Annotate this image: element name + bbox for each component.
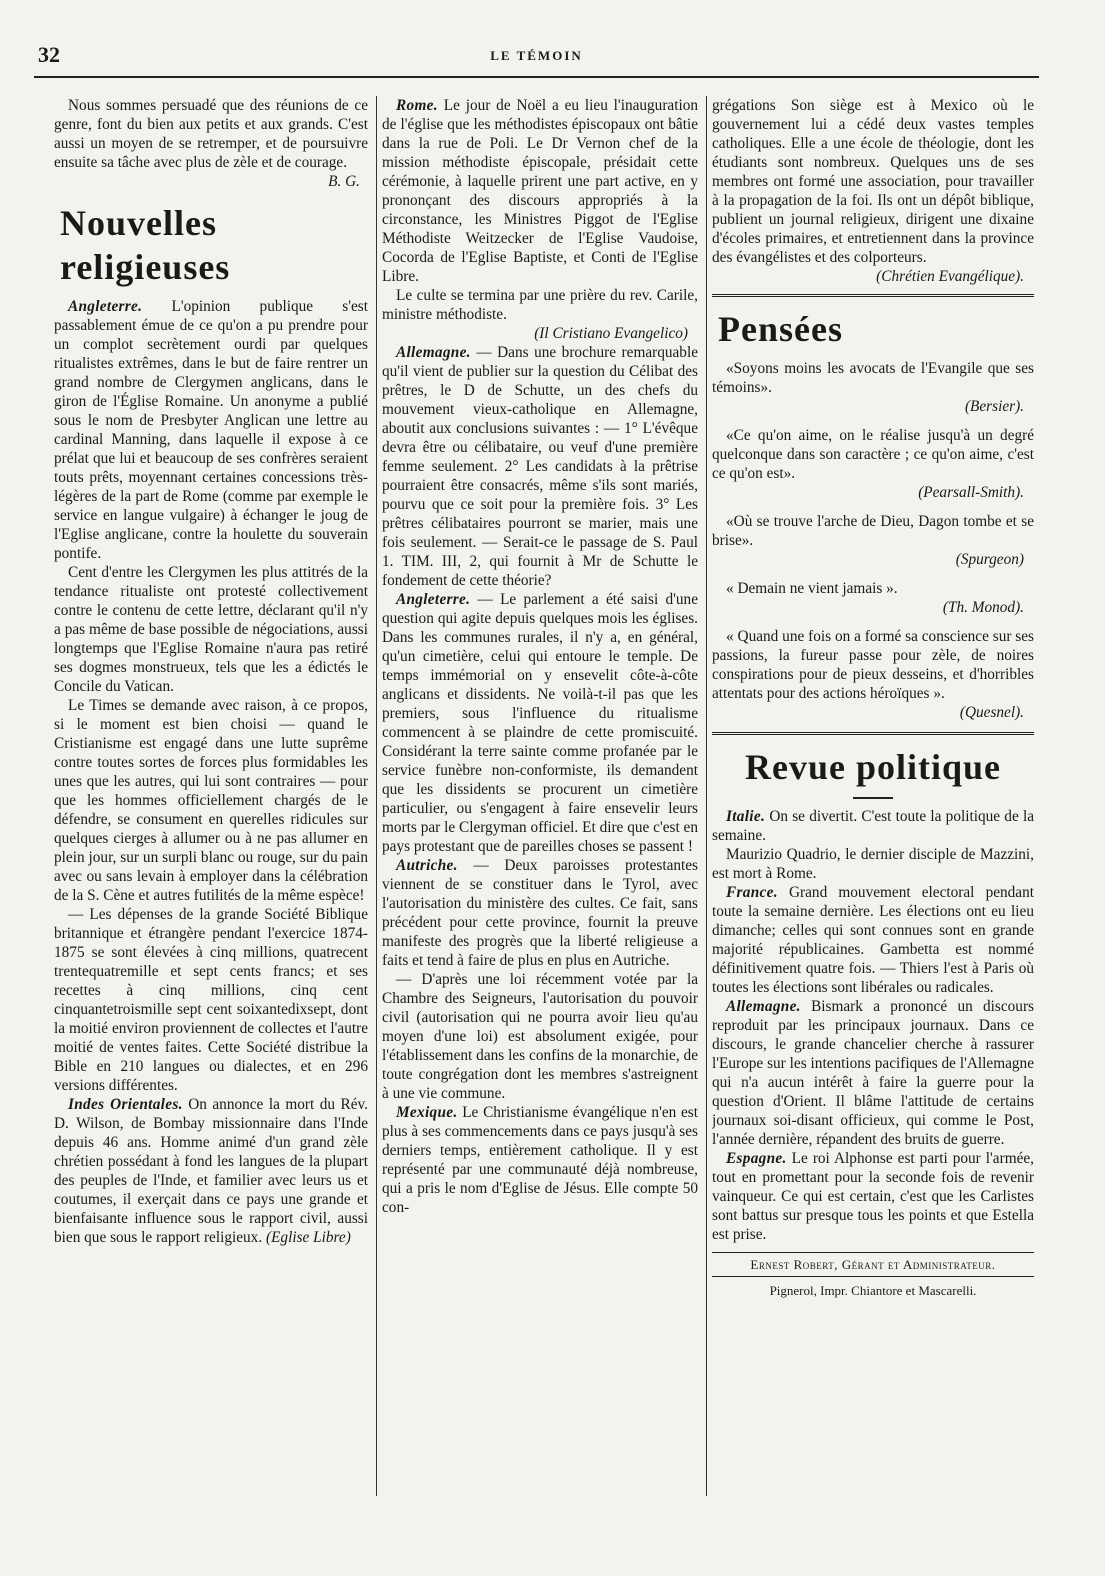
keyword-autriche: Autriche.	[396, 857, 458, 874]
source-citation: (Chrétien Evangélique).	[876, 268, 1024, 285]
heading-rule	[853, 797, 893, 799]
article-angleterre-2	[382, 590, 698, 856]
keyword-mexique: Mexique.	[396, 1104, 458, 1121]
thought-author: (Spurgeon)	[955, 551, 1024, 568]
article-paragraph: Maurizio Quadrio, le dernier disciple de Mazzini, est mort à Rome.	[712, 846, 1034, 882]
keyword-france: France.	[726, 884, 778, 901]
article-text: — Le parlement a été saisi d'une question qui agite depuis quelques mois les églises. Dans les communes rurales, il n'y a, en général, qu'un cimetière, celui qui entoure le temple. De temps immémorial on y ensevelit côte-à-côte anglicans et dissidents. Ne voilà-t-il pas que les premiers, sous l'influence du ritualisme commencent à se plaindre de cette promiscuité. Considérant la terre sainte comme profanée par le service funèbre non-conformiste, ils demandent que les dissidents se procurent un cimetière particulier, ou s'engagent à faire ensevelir leurs morts par le Clergyman officiel. Et dire que c'est en pays protestant que de pareilles choses se passent !	[382, 591, 698, 855]
article-indes	[54, 1095, 368, 1247]
article-text: Bismark a prononcé un discours reproduit par les principaux journaux. Dans ce discours, le grande chancelier cherche à rassurer l'Europe sur les intentions pacifiques de l'Allemagne qui n'a aucun intérêt à faire la guerre pour la question d'Orient. Il blâme l'attitude de certains journaux soi-disant officieux, qui comme le Post, l'année dernière, répandent des bruits de guerre.	[712, 998, 1034, 1148]
article-continuation: grégations Son siège est à Mexico où le gouvernement lui a cédé deux vastes temples catholiques. Elle a une école de théologie, dont les étudiants sont nombreux. Quelques uns de ses membres ont formé une association, pour travailler à la propagation de la foi. Ils ont un dépôt biblique, publient un journal religieux, dirigent une dixaine d'écoles primaires, et entretiennent dans la province des évangélistes et des colporteurs.	[712, 97, 1034, 266]
thought-author: (Quesnel).	[959, 704, 1024, 721]
thought-item	[712, 359, 1034, 416]
article-italie	[712, 807, 1034, 845]
article-angleterre	[54, 297, 368, 563]
printer-line: Pignerol, Impr. Chiantore et Mascarelli.	[769, 1283, 977, 1298]
column-1	[54, 96, 368, 1536]
thoughts-list	[712, 359, 1034, 722]
column-divider	[706, 96, 707, 1496]
article-text: Le jour de Noël a eu lieu l'inauguration de l'église que les méthodistes épiscopaux ont bâtie dans la rue de Poli. Le Dr Vernon chef de la mission méthodiste épiscopale, présidait cette cérémonie, à laquelle prirent une part active, en y prononçant des discours appropriés à la circonstance, les Ministres Piggot de l'Eglise Méthodiste Weitzecker de l'Eglise Vaudoise, Cocorda de l'Eglise Baptiste, et Conti de l'Eglise Libre.	[382, 97, 698, 285]
column-divider	[376, 96, 377, 1496]
publisher-footer: Ernest Robert, Gérant et Administrateur.	[712, 1252, 1034, 1277]
article-text: Le roi Alphonse est parti pour l'armée, tout en promettant pour la seconde fois de revenir vainqueur. Ce qui est certain, c'est que les Carlistes sont battus sur presque tous les points et que Estella est prise.	[712, 1150, 1034, 1243]
thought-text: «Soyons moins les avocats de l'Evangile que ses témoins».	[712, 360, 1034, 396]
section-heading-nouvelles: Nouvelles religieuses	[60, 203, 231, 287]
article-text: Le Christianisme évangélique n'en est plus à ses commencements dans ce pays jusqu'à ses derniers temps, entièrement catholique. Il y est représenté par une communauté déjà nombreuse, qui a pris le nom d'Eglise de Jésus. Elle compte 50 con-	[382, 1104, 698, 1216]
thought-author: (Th. Monod).	[942, 599, 1024, 616]
article-text: L'opinion publique s'est passablement émue de ce qu'on a pu prendre pour un complot secrètement ourdi par quelques ritualistes extrêmes, dans le but de faire rentrer un grand nombre de Clergymen anglicans, dans le giron de l'Église Romaine. Un anonyme a publié sous le nom de Presbyter Anglican une lettre au cardinal Manning, dans laquelle il expose à ce prélat que lui et beaucoup de ses confrères seraient touts prêts, moyennant certaines concessions très-légères de la part de Rome (comme par exemple le service en langue vulgaire) à échanger le joug de l'Eglise anglicane, contre la houlette du souverain pontife.	[54, 298, 368, 562]
masthead: LE TÉMOIN	[490, 48, 583, 63]
keyword-allemagne: Allemagne.	[726, 998, 801, 1015]
article-text: On annonce la mort du Rév. D. Wilson, de Bombay missionnaire dans l'Inde depuis 46 ans. Homme animé d'un grand zèle chrétien possédant à fond les langues de la plupart des peuples de l'Inde, et familier avec leurs us et coutumes, il exerçait dans ce pays une grande et bienfaisante influence sous le rapport civil, aussi bien que sous le rapport religieux.	[54, 1096, 368, 1246]
page-header	[34, 42, 1039, 78]
keyword-angleterre: Angleterre.	[68, 298, 143, 315]
source-citation: (Il Cristiano Evangelico)	[534, 325, 688, 342]
keyword-espagne: Espagne.	[726, 1150, 787, 1167]
article-espagne	[712, 1149, 1034, 1244]
article-text: On se divertit. C'est toute la politique de la semaine.	[712, 808, 1034, 844]
thought-item	[712, 426, 1034, 502]
keyword-angleterre: Angleterre.	[396, 591, 471, 608]
article-rome	[382, 96, 698, 286]
article-text: — Deux paroisses protestantes viennent de se constituer dans le Tyrol, avec l'autorisation du ministère des cultes. Ce fait, sans précédent pour cette province, fournit la preuve manifeste des progrès que la liberté religieuse a faits et tend à faire de plus en plus en Autriche.	[382, 857, 698, 969]
page-number: 32	[38, 42, 60, 67]
thought-item	[712, 579, 1034, 617]
article-paragraph: — Les dépenses de la grande Société Biblique britannique et étrangère pendant l'exercice 1874-1875 se sont élevées à cinq millions, quatrecent trentequatremille et sept cents francs; et ses recettes à cinq millions, cinq cent cinquantetroismille sept cent soixantedixsept, dont la moitié environ proviennent de collectes et l'autre moitié de ventes faites. Cette Société distribue la Bible en 210 langues ou dialectes, et en 296 versions différentes.	[54, 906, 368, 1094]
article-allemagne	[382, 343, 698, 590]
section-divider	[712, 294, 1034, 297]
article-paragraph: — D'après une loi récemment votée par la Chambre des Seigneurs, l'autorisation du pouvoir civil (autorisation qui ne pourra avoir lieu qu'au moyen d'une loi) est absolument exigée, pour l'établissement dans les confins de la monarchie, de toute congrégation dont les membres s'astreignent à une vie commune.	[382, 971, 698, 1102]
article-allemagne-politique	[712, 997, 1034, 1149]
thought-author: (Bersier).	[964, 398, 1024, 415]
keyword-italie: Italie.	[726, 808, 766, 825]
article-text: Grand mouvement electoral pendant toute la semaine dernière. Les élections ont eu lieu dimanche; celles qui sont connues sont en grande majorité républicaines. Gambetta est nommé définitivement quatre fois. — Thiers l'est à Paris où toutes les élections sont libérales ou radicales.	[712, 884, 1034, 996]
keyword-rome: Rome.	[396, 97, 438, 114]
thought-text: « Quand une fois on a formé sa conscience sur ses passions, la fureur passe pour zèle, de noires conspirations pour de pieux desseins, et d'horribles attentats pour des actions héroïques ».	[712, 628, 1034, 702]
thought-text: «Ce qu'on aime, on le réalise jusqu'à un degré quelconque dans son caractère ; ce qu'on aime, c'est ce qu'on est».	[712, 427, 1034, 482]
keyword-indes: Indes Orientales.	[68, 1096, 183, 1113]
section-heading-pensees: Pensées	[718, 309, 843, 349]
intro-signature: B. G.	[328, 173, 360, 190]
source-citation: (Eglise Libre)	[265, 1229, 351, 1246]
section-divider	[712, 732, 1034, 735]
thought-item	[712, 512, 1034, 569]
thought-text: «Où se trouve l'arche de Dieu, Dagon tombe et se brise».	[712, 513, 1034, 549]
article-paragraph: Le Times se demande avec raison, à ce propos, si le moment est bien choisi — quand le Cristianisme est engagé dans une lutte suprême contre toutes sortes de forces plus formidables les unes que les autres, qui lui sont contraires — pour que les hommes officiellement chargés de le défendre, se consument en querelles ridicules sur quelques cierges à allumer ou à ne pas allumer en plein jour, sur un surpli blanc ou rouge, sur du pain avec ou sans levain à employer dans la célébration de la S. Cène et autres futilités de la même espèce!	[54, 697, 368, 904]
article-text: — Dans une brochure remarquable qu'il vient de publier sur la question du Célibat des prêtres, le D de Schutte, un des chefs du mouvement vieux-catholique en Allemagne, aboutit aux conclusions suivantes : — 1° L'évêque devra être ou célibataire, ou veuf d'une première femme seulement. 2° Les candidats à la prêtrise pourraient être consacrés, même s'ils sont mariés, pourvu que ce soit pour la première fois. 3° Les prêtres célibataires pourront se marier, mais une fois seulement. — Serait-ce le passage de S. Paul 1. TIM. III, 2, qui fournit à Mr de Schutte le fondement de cette théorie?	[382, 344, 698, 589]
thought-author: (Pearsall-Smith).	[918, 484, 1024, 501]
article-paragraph: Le culte se termina par une prière du rev. Carile, ministre méthodiste.	[382, 287, 698, 323]
thought-text: « Demain ne vient jamais ».	[726, 580, 898, 597]
keyword-allemagne: Allemagne.	[396, 344, 471, 361]
column-2	[382, 96, 698, 1536]
article-france	[712, 883, 1034, 997]
article-mexique	[382, 1103, 698, 1217]
thought-item	[712, 627, 1034, 722]
section-heading-revue: Revue politique	[744, 747, 1001, 787]
article-paragraph: Cent d'entre les Clergymen les plus attitrés de la tendance ritualiste ont protesté collectivement contre le contenu de cette lettre, déclarant qu'il n'y a pas même de base possible de négociations, aussi longtemps que l'Eglise Romaine n'aura pas retiré ses dogmes monstrueux, tels que les a édictés le Concile du Vatican.	[54, 564, 368, 695]
article-autriche	[382, 856, 698, 970]
intro-paragraph: Nous sommes persuadé que des réunions de ce genre, font du bien aux petits et aux grands. C'est aussi un moyen de se retremper, et de poursuivre ensuite sa tâche avec plus de zèle et de courage.	[54, 97, 368, 171]
column-3	[712, 96, 1034, 1536]
